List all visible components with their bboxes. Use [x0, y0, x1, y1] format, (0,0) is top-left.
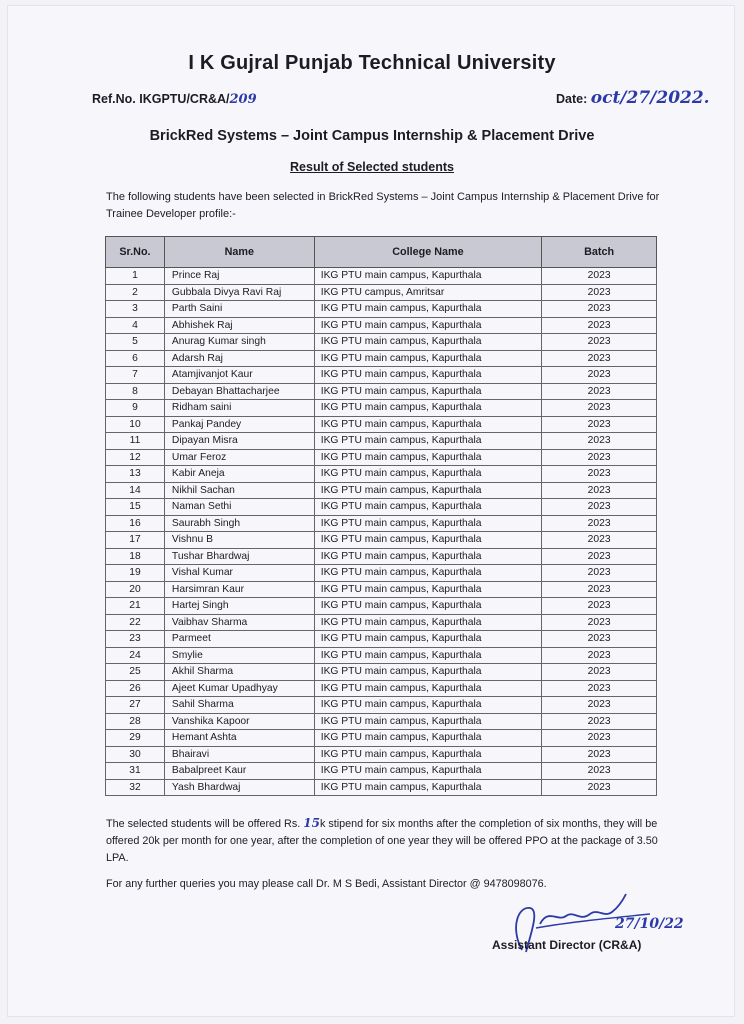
table-body — [106, 268, 657, 796]
cell-name: Dipayan Misra — [164, 433, 314, 450]
cell-sr-no: 15 — [106, 499, 165, 516]
stipend-text-before: The selected students will be offered Rs. — [106, 818, 304, 830]
cell-sr-no: 19 — [106, 565, 165, 582]
cell-sr-no: 4 — [106, 317, 165, 334]
reference-number — [92, 92, 257, 107]
table-row — [106, 565, 657, 582]
cell-name: Ridham saini — [164, 400, 314, 417]
table-row — [106, 532, 657, 549]
cell-name: Naman Sethi — [164, 499, 314, 516]
cell-name: Umar Feroz — [164, 449, 314, 466]
cell-college: IKG PTU main campus, Kapurthala — [314, 581, 542, 598]
table-row — [106, 779, 657, 796]
stipend-handwritten-amount: 15 — [303, 816, 320, 830]
cell-sr-no: 24 — [106, 647, 165, 664]
cell-college: IKG PTU main campus, Kapurthala — [314, 614, 542, 631]
cell-name: Adarsh Raj — [164, 350, 314, 367]
cell-batch: 2023 — [542, 268, 657, 285]
cell-name: Tushar Bhardwaj — [164, 548, 314, 565]
table-row — [106, 449, 657, 466]
cell-sr-no: 29 — [106, 730, 165, 747]
drive-title: BrickRed Systems – Joint Campus Internship & Placement Drive — [149, 128, 595, 144]
table-row — [106, 647, 657, 664]
cell-name: Vanshika Kapoor — [164, 713, 314, 730]
cell-batch: 2023 — [542, 317, 657, 334]
table-row — [106, 284, 657, 301]
table-row — [106, 433, 657, 450]
cell-college: IKG PTU main campus, Kapurthala — [314, 466, 542, 483]
cell-batch: 2023 — [542, 532, 657, 549]
cell-college: IKG PTU main campus, Kapurthala — [314, 631, 542, 648]
cell-college: IKG PTU main campus, Kapurthala — [314, 565, 542, 582]
table-header-row — [106, 237, 657, 268]
table-row — [106, 334, 657, 351]
cell-college: IKG PTU main campus, Kapurthala — [314, 763, 542, 780]
cell-college: IKG PTU main campus, Kapurthala — [314, 779, 542, 796]
cell-sr-no: 14 — [106, 482, 165, 499]
reference-label: Ref.No. IKGPTU/CR&A/ — [92, 92, 230, 106]
column-header-name: Name — [164, 237, 314, 268]
cell-name: Parth Saini — [164, 301, 314, 318]
table-row — [106, 614, 657, 631]
cell-college: IKG PTU main campus, Kapurthala — [314, 301, 542, 318]
table-row — [106, 680, 657, 697]
cell-batch: 2023 — [542, 400, 657, 417]
cell-college: IKG PTU main campus, Kapurthala — [314, 598, 542, 615]
cell-college: IKG PTU main campus, Kapurthala — [314, 746, 542, 763]
cell-batch: 2023 — [542, 301, 657, 318]
cell-batch: 2023 — [542, 763, 657, 780]
cell-batch: 2023 — [542, 647, 657, 664]
cell-sr-no: 2 — [106, 284, 165, 301]
cell-name: Kabir Aneja — [164, 466, 314, 483]
cell-name: Vishal Kumar — [164, 565, 314, 582]
cell-batch: 2023 — [542, 713, 657, 730]
column-header-college: College Name — [314, 237, 542, 268]
cell-batch: 2023 — [542, 433, 657, 450]
cell-college: IKG PTU main campus, Kapurthala — [314, 713, 542, 730]
university-title: I K Gujral Punjab Technical University — [188, 52, 556, 74]
cell-sr-no: 26 — [106, 680, 165, 697]
cell-college: IKG PTU main campus, Kapurthala — [314, 449, 542, 466]
cell-college: IKG PTU main campus, Kapurthala — [314, 499, 542, 516]
cell-batch: 2023 — [542, 631, 657, 648]
table-row — [106, 400, 657, 417]
cell-name: Saurabh Singh — [164, 515, 314, 532]
cell-college: IKG PTU main campus, Kapurthala — [314, 697, 542, 714]
cell-sr-no: 3 — [106, 301, 165, 318]
table-row — [106, 581, 657, 598]
cell-batch: 2023 — [542, 284, 657, 301]
table-row — [106, 713, 657, 730]
cell-sr-no: 27 — [106, 697, 165, 714]
cell-name: Prince Raj — [164, 268, 314, 285]
cell-batch: 2023 — [542, 383, 657, 400]
cell-sr-no: 8 — [106, 383, 165, 400]
cell-college: IKG PTU main campus, Kapurthala — [314, 400, 542, 417]
date-handwritten-value: oct/27/2022. — [590, 88, 710, 108]
cell-sr-no: 13 — [106, 466, 165, 483]
cell-name: Gubbala Divya Ravi Raj — [164, 284, 314, 301]
cell-sr-no: 10 — [106, 416, 165, 433]
cell-name: Nikhil Sachan — [164, 482, 314, 499]
cell-name: Harsimran Kaur — [164, 581, 314, 598]
table-row — [106, 499, 657, 516]
table-row — [106, 317, 657, 334]
cell-name: Vishnu B — [164, 532, 314, 549]
cell-college: IKG PTU main campus, Kapurthala — [314, 416, 542, 433]
table-row — [106, 631, 657, 648]
table-row — [106, 466, 657, 483]
cell-batch: 2023 — [542, 664, 657, 681]
table-row — [106, 383, 657, 400]
cell-batch: 2023 — [542, 614, 657, 631]
table-row — [106, 664, 657, 681]
column-header-sr-no: Sr.No. — [106, 237, 165, 268]
cell-college: IKG PTU main campus, Kapurthala — [314, 367, 542, 384]
cell-college: IKG PTU main campus, Kapurthala — [314, 317, 542, 334]
cell-sr-no: 11 — [106, 433, 165, 450]
cell-batch: 2023 — [542, 499, 657, 516]
cell-sr-no: 7 — [106, 367, 165, 384]
queries-paragraph: For any further queries you may please call Dr. M S Bedi, Assistant Director @ 9478098076. — [106, 878, 547, 890]
cell-college: IKG PTU main campus, Kapurthala — [314, 350, 542, 367]
cell-college: IKG PTU main campus, Kapurthala — [314, 268, 542, 285]
table-row — [106, 482, 657, 499]
cell-batch: 2023 — [542, 598, 657, 615]
cell-sr-no: 25 — [106, 664, 165, 681]
cell-batch: 2023 — [542, 779, 657, 796]
cell-sr-no: 1 — [106, 268, 165, 285]
cell-batch: 2023 — [542, 334, 657, 351]
signatory-title: Assistant Director (CR&A) — [492, 938, 642, 952]
cell-sr-no: 21 — [106, 598, 165, 615]
cell-name: Hartej Singh — [164, 598, 314, 615]
cell-college: IKG PTU main campus, Kapurthala — [314, 548, 542, 565]
cell-sr-no: 20 — [106, 581, 165, 598]
table-row — [106, 268, 657, 285]
cell-batch: 2023 — [542, 515, 657, 532]
cell-batch: 2023 — [542, 449, 657, 466]
cell-batch: 2023 — [542, 367, 657, 384]
intro-paragraph: The following students have been selected in BrickRed Systems – Joint Campus Internship & Placement Drive for Trainee Developer profile:- — [106, 191, 660, 220]
cell-batch: 2023 — [542, 482, 657, 499]
cell-college: IKG PTU main campus, Kapurthala — [314, 515, 542, 532]
cell-batch: 2023 — [542, 416, 657, 433]
cell-sr-no: 22 — [106, 614, 165, 631]
signature-date: 27/10/22 — [615, 916, 684, 932]
cell-name: Smylie — [164, 647, 314, 664]
cell-sr-no: 6 — [106, 350, 165, 367]
cell-sr-no: 18 — [106, 548, 165, 565]
table-row — [106, 548, 657, 565]
stipend-paragraph — [106, 815, 666, 867]
cell-batch: 2023 — [542, 581, 657, 598]
table-row — [106, 515, 657, 532]
cell-college: IKG PTU main campus, Kapurthala — [314, 647, 542, 664]
cell-name: Vaibhav Sharma — [164, 614, 314, 631]
cell-name: Bhairavi — [164, 746, 314, 763]
cell-sr-no: 30 — [106, 746, 165, 763]
column-header-batch: Batch — [542, 237, 657, 268]
cell-batch: 2023 — [542, 697, 657, 714]
cell-batch: 2023 — [542, 680, 657, 697]
cell-name: Anurag Kumar singh — [164, 334, 314, 351]
table-row — [106, 730, 657, 747]
cell-name: Hemant Ashta — [164, 730, 314, 747]
cell-sr-no: 23 — [106, 631, 165, 648]
cell-batch: 2023 — [542, 548, 657, 565]
table-row — [106, 367, 657, 384]
cell-college: IKG PTU main campus, Kapurthala — [314, 482, 542, 499]
cell-name: Abhishek Raj — [164, 317, 314, 334]
cell-college: IKG PTU main campus, Kapurthala — [314, 383, 542, 400]
cell-name: Ajeet Kumar Upadhyay — [164, 680, 314, 697]
cell-batch: 2023 — [542, 466, 657, 483]
cell-name: Atamjivanjot Kaur — [164, 367, 314, 384]
selected-students-table — [105, 236, 657, 796]
cell-batch: 2023 — [542, 730, 657, 747]
date-label: Date: — [556, 92, 588, 106]
cell-college: IKG PTU main campus, Kapurthala — [314, 680, 542, 697]
cell-name: Debayan Bhattacharjee — [164, 383, 314, 400]
cell-college: IKG PTU campus, Amritsar — [314, 284, 542, 301]
cell-college: IKG PTU main campus, Kapurthala — [314, 664, 542, 681]
cell-college: IKG PTU main campus, Kapurthala — [314, 532, 542, 549]
table-row — [106, 598, 657, 615]
cell-name: Babalpreet Kaur — [164, 763, 314, 780]
cell-sr-no: 31 — [106, 763, 165, 780]
cell-batch: 2023 — [542, 350, 657, 367]
cell-name: Akhil Sharma — [164, 664, 314, 681]
result-title: Result of Selected students — [290, 160, 454, 174]
cell-college: IKG PTU main campus, Kapurthala — [314, 730, 542, 747]
cell-college: IKG PTU main campus, Kapurthala — [314, 334, 542, 351]
cell-sr-no: 5 — [106, 334, 165, 351]
table-row — [106, 763, 657, 780]
stipend-text-after: k stipend for six months after the completion of six months, they will be offered 20k per month for one year, after the completion of one year they will be offered PPO at the package of 3.50 LPA. — [106, 818, 658, 864]
table-row — [106, 301, 657, 318]
cell-name: Yash Bhardwaj — [164, 779, 314, 796]
cell-name: Sahil Sharma — [164, 697, 314, 714]
cell-sr-no: 17 — [106, 532, 165, 549]
table-row — [106, 416, 657, 433]
cell-college: IKG PTU main campus, Kapurthala — [314, 433, 542, 450]
table-row — [106, 746, 657, 763]
cell-batch: 2023 — [542, 565, 657, 582]
cell-sr-no: 28 — [106, 713, 165, 730]
cell-sr-no: 32 — [106, 779, 165, 796]
cell-name: Pankaj Pandey — [164, 416, 314, 433]
cell-sr-no: 9 — [106, 400, 165, 417]
date-line — [556, 88, 710, 108]
cell-name: Parmeet — [164, 631, 314, 648]
cell-batch: 2023 — [542, 746, 657, 763]
reference-handwritten-number: 209 — [229, 92, 257, 107]
table-row — [106, 350, 657, 367]
cell-sr-no: 12 — [106, 449, 165, 466]
table-row — [106, 697, 657, 714]
cell-sr-no: 16 — [106, 515, 165, 532]
